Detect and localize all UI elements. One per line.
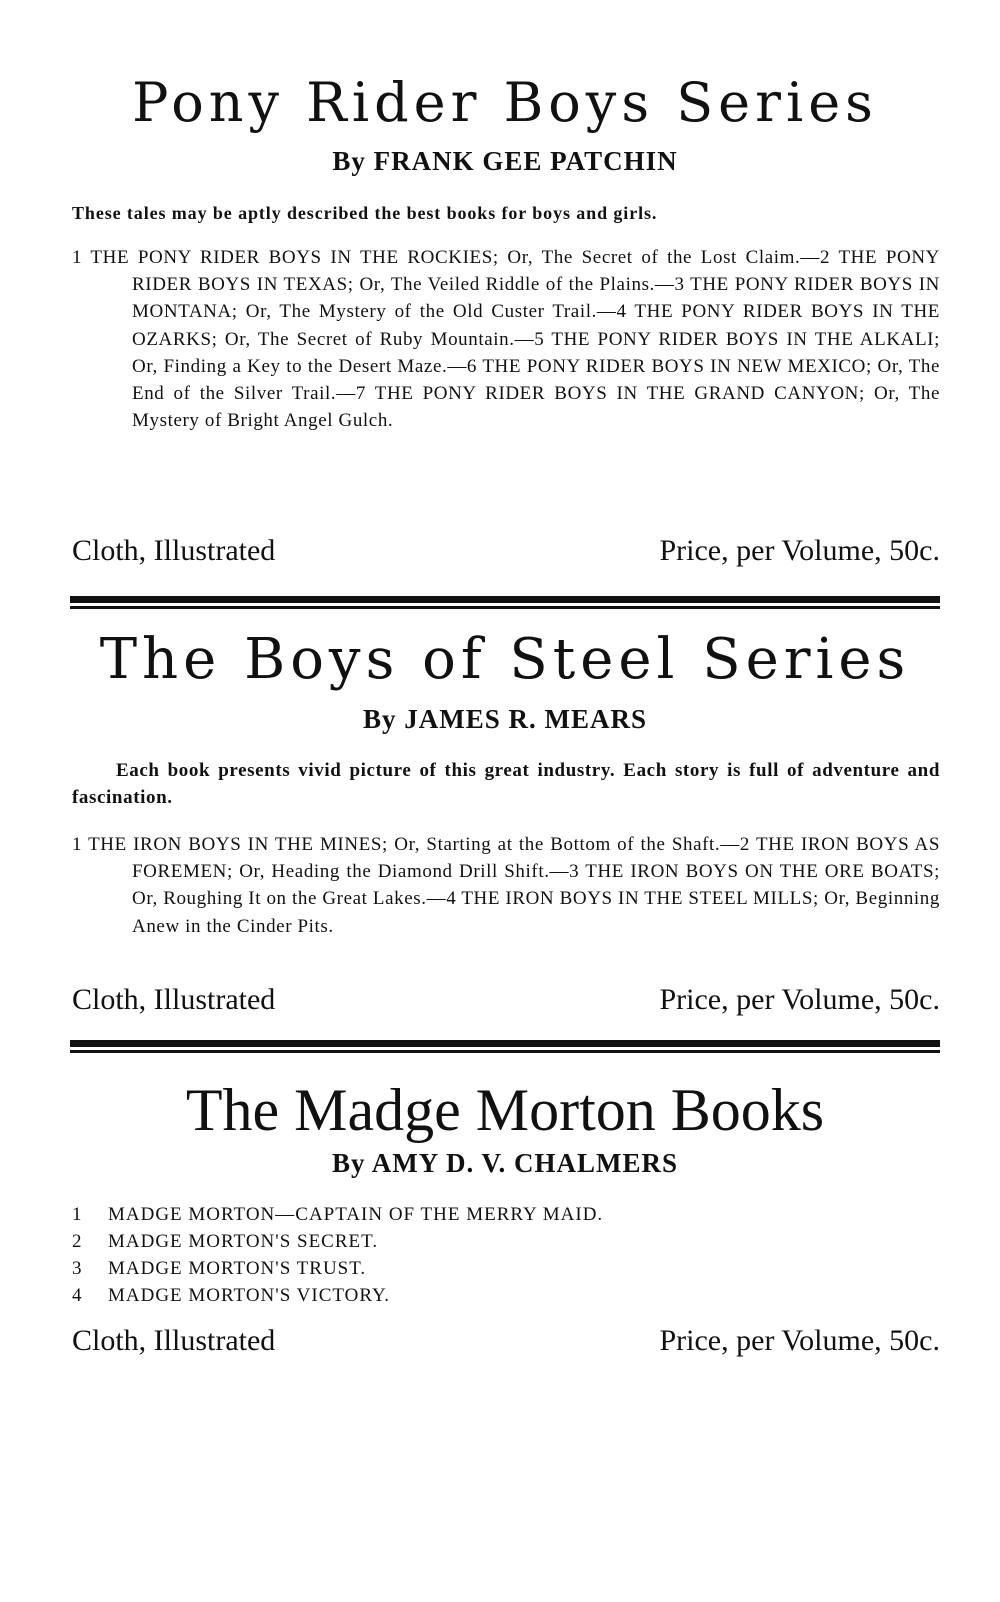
price-label: Price, per Volume, 50c. [659, 983, 940, 1016]
book-number: 2 [72, 1231, 83, 1252]
byline-boys-of-steel [70, 706, 940, 733]
author-name: JAMES R. MEARS [404, 704, 648, 734]
list-item [72, 1255, 940, 1282]
book-title: MADGE MORTON'S SECRET. [108, 1231, 379, 1252]
divider-thick-rule [70, 1040, 940, 1047]
author-name: FRANK GEE PATCHIN [373, 146, 678, 176]
binding-label: Cloth, Illustrated [72, 534, 276, 567]
book-list-pony-rider-boys: 1 THE PONY RIDER BOYS IN THE ROCKIES; Or, The Secret of the Lost Claim.—2 THE PONY RIDER BOYS IN TEXAS; Or, The Veiled Riddle of the Plains.—3 THE PONY RIDER BOYS IN MONTANA; Or, The Mystery of the Old Custer Trail.—4 THE PONY RIDER BOYS IN THE OZARKS; Or, The Secret of Ruby Mountain.—5 THE PONY RIDER BOYS IN THE ALKALI; Or, Finding a Key to the Desert Maze.—6 THE PONY RIDER BOYS IN NEW MEXICO; Or, The End of the Silver Trail.—7 THE PONY RIDER BOYS IN THE GRAND CANYON; Or, The Mystery of Bright Angel Gulch. [72, 247, 940, 432]
series-title-pony-rider-boys: Pony Rider Boys Series [132, 71, 878, 134]
list-item [72, 1228, 940, 1255]
byline-prefix: By [331, 1148, 366, 1178]
byline-prefix: By [362, 704, 397, 734]
price-line-madge-morton [70, 1323, 940, 1359]
binding-label: Cloth, Illustrated [72, 1324, 276, 1357]
series-description-pony-rider-boys: These tales may be aptly described the best books for boys and girls. [72, 203, 658, 223]
divider-thin-rule [70, 606, 940, 609]
list-item [72, 1201, 940, 1228]
series-title-boys-of-steel: The Boys of Steel Series [99, 627, 911, 692]
binding-label: Cloth, Illustrated [72, 983, 276, 1016]
price-label: Price, per Volume, 50c. [659, 1324, 940, 1357]
byline-pony-rider-boys [70, 148, 940, 175]
author-name: AMY D. V. CHALMERS [371, 1148, 679, 1178]
series-title-madge-morton: The Madge Morton Books [185, 1077, 825, 1143]
divider-thin-rule [70, 1050, 940, 1053]
byline-madge-morton [70, 1150, 940, 1177]
book-title: MADGE MORTON'S VICTORY. [108, 1285, 391, 1306]
book-title: MADGE MORTON'S TRUST. [108, 1258, 367, 1279]
book-list-madge-morton [72, 1201, 940, 1309]
section-divider [70, 596, 940, 610]
book-title: MADGE MORTON—CAPTAIN OF THE MERRY MAID. [108, 1204, 604, 1225]
book-number: 1 [72, 1204, 83, 1225]
book-number: 4 [72, 1285, 83, 1306]
price-label: Price, per Volume, 50c. [659, 534, 940, 567]
byline-prefix: By [332, 146, 366, 176]
series-description-boys-of-steel: Each book presents vivid picture of this great industry. Each story is full of adventure and fascination. [72, 760, 940, 808]
price-line-pony-rider-boys [70, 533, 940, 569]
list-item [72, 1282, 940, 1309]
divider-thick-rule [70, 596, 940, 603]
section-divider [70, 1040, 940, 1054]
book-number: 3 [72, 1258, 83, 1279]
price-line-boys-of-steel [70, 982, 940, 1018]
book-list-boys-of-steel: 1 THE IRON BOYS IN THE MINES; Or, Starting at the Bottom of the Shaft.—2 THE IRON BOYS AS FOREMEN; Or, Heading the Diamond Drill Shift.—3 THE IRON BOYS ON THE ORE BOATS; Or, Roughing It on the Great Lakes.—4 THE IRON BOYS IN THE STEEL MILLS; Or, Beginning Anew in the Cinder Pits. [72, 834, 940, 937]
